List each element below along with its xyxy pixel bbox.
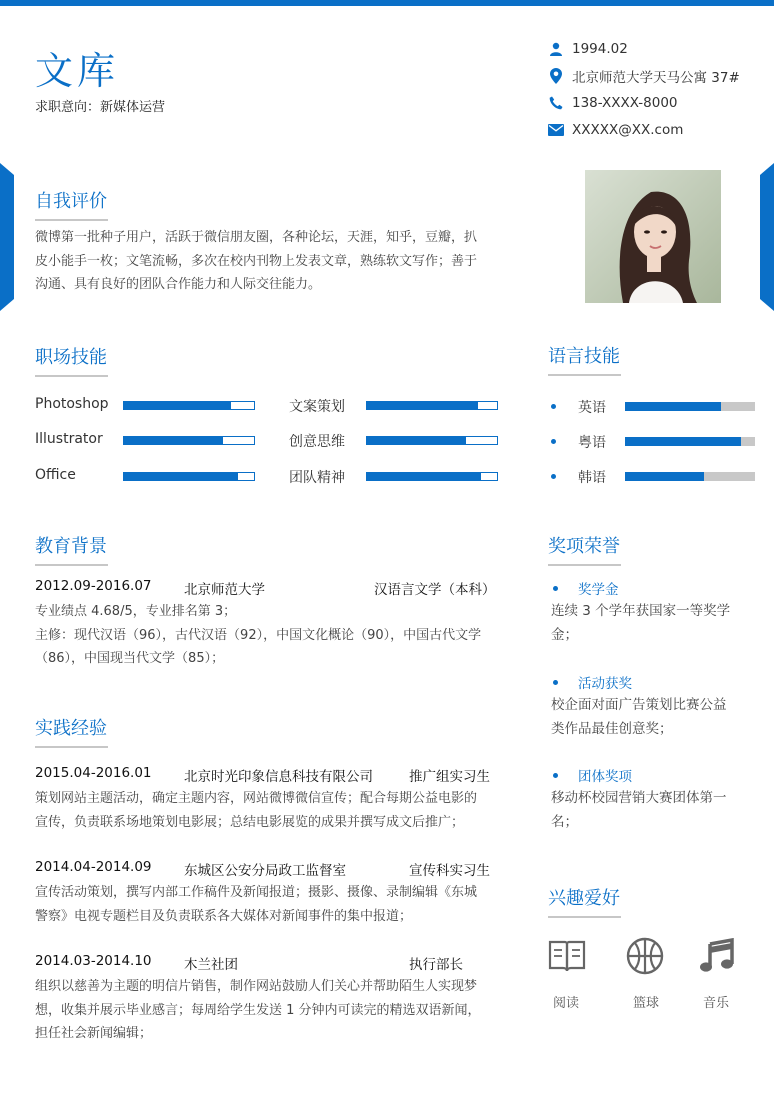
practice-role: 宣传科实习生 [409, 863, 490, 879]
skill-bar-fill [124, 437, 223, 444]
awards-section [548, 532, 621, 566]
lang-skills-section [548, 342, 621, 376]
profile-photo [585, 170, 721, 303]
award-line: 类作品最佳创意奖； [551, 720, 673, 737]
skill-bar-fill [367, 473, 481, 480]
bullet-dot [551, 404, 556, 409]
education-major: 汉语言文学（本科） [374, 582, 496, 598]
practice-line: 宣传，负责联系场地策划电影展；总结电影展览的成果并撰写成文后推广； [35, 814, 465, 830]
self-eval-section [35, 187, 108, 221]
award-line: 移动杯校园营销大赛团体第一 [551, 790, 727, 806]
hobbies-section [548, 884, 621, 918]
music-icon [699, 938, 735, 974]
bullet-dot [551, 439, 556, 444]
practice-line: 组织以慈善为主题的明信片销售，制作网站鼓励人们关心并帮助陌生人实现梦 [35, 979, 478, 994]
award-line: 连续 3 个学年获国家一等奖学 [551, 603, 731, 619]
person-icon [548, 41, 564, 57]
award-details [551, 600, 751, 647]
bullet-dot [553, 773, 558, 778]
skill-bar [123, 401, 255, 410]
skill-bar-fill [124, 473, 238, 480]
hobby-label-music: 音乐 [703, 996, 730, 1011]
bullet-dot [551, 474, 556, 479]
education-section [35, 532, 108, 566]
contact-birth: 1994.02 [548, 39, 628, 59]
bullet-dot [553, 680, 558, 685]
skill-bar [366, 472, 498, 481]
skill-label: 创意思维 [289, 434, 345, 450]
practice-date: 2014.03-2014.10 [35, 953, 152, 969]
skill-label: 团队精神 [289, 470, 345, 486]
right-accent-tab [760, 163, 774, 311]
section-title-work-skills: 职场技能 [35, 343, 108, 377]
practice-line: 宣传活动策划，撰写内部工作稿件及新闻报道；摄影、摄像、录制编辑《东城 [35, 885, 478, 900]
mail-icon [548, 122, 564, 138]
section-title-hobbies: 兴趣爱好 [548, 884, 621, 918]
skill-bar [123, 472, 255, 481]
practice-details [35, 975, 505, 1046]
skill-label: Office [35, 467, 76, 483]
practice-details [35, 787, 505, 834]
education-details: 专业绩点 4.68/5，专业排名第 3； 主修：现代汉语（96），古代汉语（92），中国文化概论（90），中国古代文学 （86），中国现当代文学（85）； [35, 604, 482, 666]
award-title: 奖学金 [578, 582, 619, 598]
location-pin-icon [548, 68, 564, 84]
lang-label: 韩语 [578, 470, 606, 486]
skill-bar-fill [124, 402, 231, 409]
award-title: 活动获奖 [578, 676, 632, 692]
hobby-label-reading: 阅读 [553, 996, 580, 1011]
contact-address: 北京师范大学天马公寓 37# [548, 66, 740, 86]
section-title-lang-skills: 语言技能 [548, 342, 621, 376]
award-line: 名； [551, 813, 578, 830]
basketball-icon [626, 937, 664, 975]
skill-label: 文案策划 [289, 399, 345, 415]
section-title-self-eval: 自我评价 [35, 187, 108, 221]
skill-bar [123, 436, 255, 445]
lang-bar [625, 437, 755, 446]
lang-bar [625, 472, 755, 481]
left-accent-tab [0, 163, 14, 311]
education-date: 2012.09-2016.07 [35, 578, 152, 594]
lang-bar-fill [625, 472, 704, 481]
top-accent-bar [0, 0, 774, 6]
section-title-education: 教育背景 [35, 532, 108, 566]
award-title: 团体奖项 [578, 769, 632, 785]
section-title-practice: 实践经验 [35, 714, 108, 748]
bullet-dot [553, 586, 558, 591]
education-school: 北京师范大学 [184, 582, 265, 598]
book-icon [548, 938, 586, 974]
lang-bar-fill [625, 437, 741, 446]
skill-label: Illustrator [35, 431, 103, 447]
practice-date: 2015.04-2016.01 [35, 765, 152, 781]
contact-email: XXXXX@XX.com [548, 120, 683, 140]
skill-label: Photoshop [35, 396, 109, 412]
practice-role: 执行部长 [409, 957, 463, 973]
contact-phone: 138-XXXX-8000 [548, 93, 678, 113]
skill-bar-fill [367, 437, 466, 444]
practice-section [35, 714, 108, 748]
practice-line: 想，收集并展示毕业感言；每周给学生发送 1 分钟内可读完的精选双语新闻， [35, 1002, 481, 1018]
practice-line: 担任社会新闻编辑； [35, 1026, 153, 1041]
practice-org: 北京时光印象信息科技有限公司 [184, 769, 373, 785]
lang-label: 粤语 [578, 435, 606, 451]
job-intent: 求职意向：新媒体运营 [35, 100, 166, 115]
skill-bar-fill [367, 402, 478, 409]
lang-bar-fill [625, 402, 721, 411]
award-line: 金； [551, 626, 578, 643]
practice-role: 推广组实习生 [409, 769, 490, 785]
award-details [551, 694, 751, 741]
lang-label: 英语 [578, 400, 606, 416]
work-skills-section [35, 343, 108, 377]
lang-bar [625, 402, 755, 411]
practice-org: 木兰社团 [184, 957, 238, 973]
practice-line: 策划网站主题活动，确定主题内容，网站微博微信宣传；配合每期公益电影的 [35, 791, 478, 806]
practice-details [35, 881, 505, 928]
skill-bar [366, 436, 498, 445]
practice-org: 东城区公安分局政工监督室 [184, 863, 346, 879]
award-details [551, 787, 751, 834]
hobby-label-basketball: 篮球 [633, 996, 660, 1011]
practice-date: 2014.04-2014.09 [35, 859, 152, 875]
section-title-awards: 奖项荣誉 [548, 532, 621, 566]
skill-bar [366, 401, 498, 410]
phone-icon [548, 95, 564, 111]
candidate-name: 文库 [35, 49, 120, 93]
award-line: 校企面对面广告策划比赛公益 [551, 697, 727, 713]
practice-line: 警察》电视专题栏目及负责联系各大媒体对新闻事件的集中报道； [35, 908, 413, 924]
self-eval-text: 微博第一批种子用户，活跃于微信朋友圈，各种论坛，天涯，知乎，豆瓣，扒 皮小能手一枚；文笔流畅，多次在校内刊物上发表文章，熟练软文写作；善于 沟通、具有良好的团队合作能力和人际交往能力。 [35, 230, 478, 292]
